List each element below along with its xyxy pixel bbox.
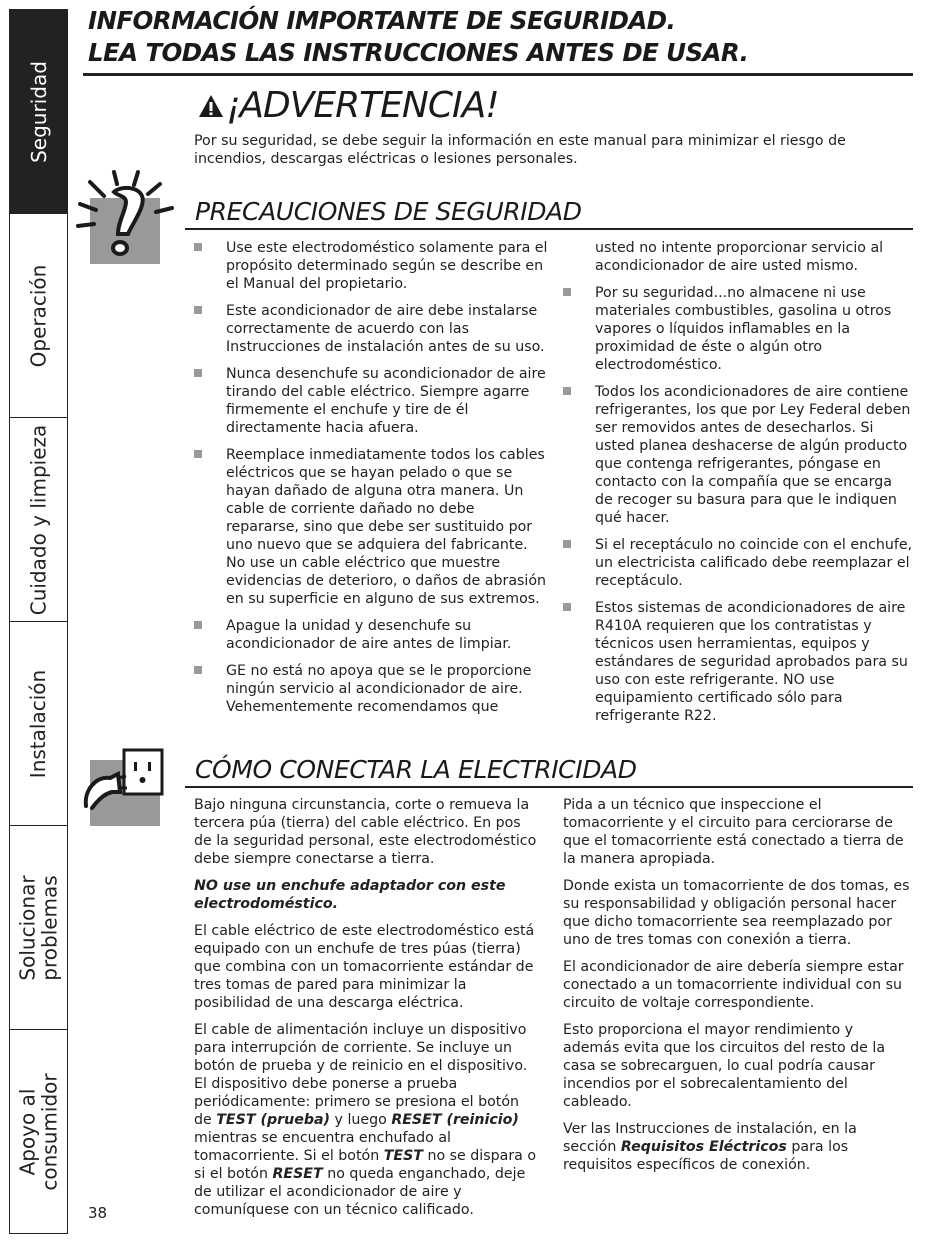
page-header [88,5,748,69]
warning-body-line: Por su seguridad, se debe seguir la información en este manual para minimizar el riesgo de [194,133,846,149]
tab-seguridad[interactable] [9,9,68,214]
warning-triangle-icon [198,94,224,118]
text-run: El cable de alimentación incluye un dispositivo para interrupción de corriente. Se incluye un botón de prueba y de reinicio en el dispositivo. El dispositivo debe ponerse a prueba periódicamente: primero se presiona el botón de [194,1022,528,1128]
text-run: para los requisitos específicos de conexión. [563,1139,849,1173]
bold-term: Requisitos Eléctricos [620,1139,787,1155]
paragraph: Esto proporciona el mayor rendimiento y además evita que los circuitos del resto de la casa se sobrecarguen, lo cual podría causar incendios por el sobrecalentamiento del cableado. [563,1022,886,1110]
paragraph: El acondicionador de aire debería siempre estar conectado a un tomacorriente individual con su circuito de voltaje correspondiente. [563,959,904,1011]
bold-term: RESET [272,1166,323,1182]
list-item: Estos sistemas de acondicionadores de aire R410A requieren que los contratistas y técnicos usen herramientas, equipos y estándares de seguridad aprobados para su uso con este refrigerante. NO use equipamiento certificado sólo para refrigerante R22. [563,599,913,725]
section-rule [185,786,913,788]
tab-label [17,875,61,980]
tab-label [17,1073,61,1190]
bold-term: TEST (prueba) [216,1112,331,1128]
warning-body [194,132,884,168]
text-run: no queda enganchado, deje de utilizar el acondicionador de aire y comuníquese con un técnico calificado. [194,1166,526,1218]
bold-term: RESET (reinicio) [391,1112,519,1128]
section-rule [185,228,913,230]
list-item: Nunca desenchufe su acondicionador de aire tirando del cable eléctrico. Siempre agarre firmemente el enchufe y tire de él directamente hacia afuera. [194,365,549,437]
precautions-right-column [563,239,913,734]
precautions-left-column [194,239,549,725]
list-item: Apague la unidad y desenchufe su acondicionador de aire antes de limpiar. [194,617,549,653]
precautions-title: PRECAUCIONES DE SEGURIDAD [195,197,582,226]
warning-body-line: incendios, descargas eléctricas o lesiones personales. [194,151,578,167]
header-line-1: INFORMACIÓN IMPORTANTE DE SEGURIDAD. [88,6,676,35]
text-run: y luego [330,1112,392,1128]
tab-label-line: Apoyo al [15,1088,40,1175]
paragraph: Donde exista un tomacorriente de dos tomas, es su responsabilidad y obligación personal hacer que dicho tomacorriente sea reemplazado por uno de tres tomas con conexión a tierra. [563,878,910,948]
list-item: Este acondicionador de aire debe instalarse correctamente de acuerdo con las Instrucciones de instalación antes de su uso. [194,302,549,356]
tab-solucionar-problemas[interactable] [9,826,68,1030]
tab-cuidado-limpieza[interactable] [9,418,68,622]
tab-label: Seguridad [26,60,51,163]
tab-operacion[interactable] [9,214,68,418]
tab-label: Instalación [26,669,51,778]
list-item: Use este electrodoméstico solamente para el propósito determinado según se describe en el Manual del propietario. [194,239,549,293]
text-run: mientras se encuentra enchufado al tomacorriente. Si el botón [194,1130,451,1164]
paragraph [563,1120,913,1174]
section-tabs [9,9,68,1234]
list-item: Todos los acondicionadores de aire contiene refrigerantes, los que por Ley Federal deben ser removidos antes de desecharlos. Si usted planea deshacerse de algún producto que contenga refrigerantes, póngase en contacto con la compañía que se encarga de recoger su basura para que le indiquen qué hacer. [563,383,913,527]
electricity-title: CÓMO CONECTAR LA ELECTRICIDAD [195,755,637,784]
tab-instalacion[interactable] [9,622,68,826]
list-item: Por su seguridad...no almacene ni use materiales combustibles, gasolina u otros vapores o líquidos inflamables en la proximidad de éste o algún otro electrodoméstico. [563,284,913,374]
electricity-left-column [194,796,539,1228]
paragraph [194,1021,539,1219]
electricity-right-column [563,796,913,1183]
header-rule [83,73,913,76]
warning-title [198,86,499,126]
tab-label-line: consumidor [37,1072,62,1191]
paragraph: El cable eléctrico de este electrodoméstico está equipado con un enchufe de tres púas (tierra) que combina con un tomacorriente estándar de tres tomas de pared para minimizar la posibilidad de una descarga eléctrica. [194,923,535,1011]
page-number: 38 [88,1204,108,1222]
list-item-continuation: usted no intente proporcionar servicio al acondicionador de aire usted mismo. [595,240,884,274]
tab-label: Operación [26,264,51,367]
bold-term: TEST [383,1148,423,1164]
paragraph: Bajo ninguna circunstancia, corte o remueva la tercera púa (tierra) del cable eléctrico. En pos de la seguridad personal, este electrodoméstico debe siempre conectarse a tierra. [194,797,537,867]
list-item: Reemplace inmediatamente todos los cables eléctricos que se hayan pelado o que se hayan dañado de alguna otra manera. Un cable de corriente dañado no debe repararse, sino que debe ser sustituido por uno nuevo que se adquiera del fabricante. No use un cable eléctrico que muestre evidencias de deterioro, o daños de abrasión en su superficie en alguno de sus extremos. [194,446,549,608]
paragraph-warning: NO use un enchufe adaptador con este electrodoméstico. [194,878,506,912]
tab-label-line: Solucionar [15,874,40,981]
tab-label: Cuidado y limpieza [26,424,51,615]
exclamation-alert-icon [76,168,180,264]
warning-title-text: ¡ADVERTENCIA! [226,85,499,126]
text-run: no se dispara o si el botón [194,1148,537,1182]
plug-outlet-icon [78,746,168,826]
text-run: Ver las Instrucciones de instalación, en la sección [563,1121,857,1155]
paragraph: Pida a un técnico que inspeccione el tomacorriente y el circuito para cerciorarse de que el tomacorriente está conectado a tierra de la manera apropiada. [563,797,904,867]
tab-label-line: problemas [37,874,62,981]
list-item: GE no está no apoya que se le proporcione ningún servicio al acondicionador de aire. Vehementemente recomendamos que [194,662,549,716]
header-line-2: LEA TODAS LAS INSTRUCCIONES ANTES DE USAR. [88,38,749,67]
tab-apoyo-consumidor[interactable] [9,1030,68,1234]
list-item: Si el receptáculo no coincide con el enchufe, un electricista calificado debe reemplazar el receptáculo. [563,536,913,590]
